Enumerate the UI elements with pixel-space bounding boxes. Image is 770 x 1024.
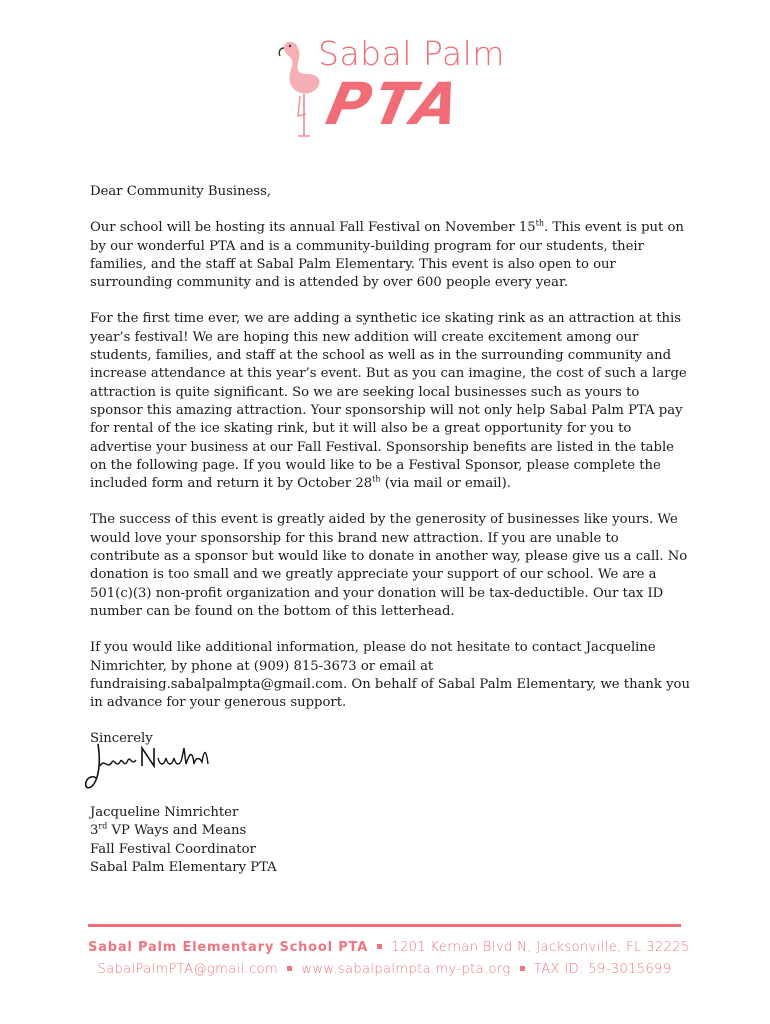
paragraph-2: For the first time ever, we are adding a synthetic ice skating rink as an attraction at this year’s festival! We are hoping this new addition will create excitement among our students, families, and staff at the school as well as in the surrounding community and increase attendance at this year’s event. But as you can imagine, the cost of such a large attraction is quite significant. So we are seeking local businesses such as yours to sponsor this amazing attraction. Your sponsorship will not only help Sabal Palm PTA pay for rental of the ice skating rink, but it will also be a great opportunity for you to advertise your business at our Fall Festival. Sponsorship benefits are listed in the table on the following page. If you would like to be a Festival Sponsor, please complete the included form and return it by October 28th (via mail or email). — [90, 311, 687, 492]
signoff: Sincerely — [90, 731, 153, 747]
logo-title: Sabal Palm — [318, 34, 505, 73]
footer-email: SabalPalmPTA@gmail.com — [97, 962, 279, 977]
footer-address: 1201 Kernan Blvd N, Jacksonville, FL 32225 — [391, 940, 690, 955]
pta-logo — [276, 34, 506, 146]
bullet-icon — [287, 966, 292, 971]
signature-image — [82, 736, 222, 798]
signer-role: Fall Festival Coordinator — [90, 841, 256, 857]
footer-org: Sabal Palm Elementary School PTA — [88, 940, 369, 955]
footer-divider — [88, 924, 681, 927]
salutation: Dear Community Business, — [90, 184, 272, 199]
letter-body — [90, 183, 690, 749]
signer-org: Sabal Palm Elementary PTA — [90, 859, 277, 875]
footer-tax-id: TAX ID: 59-3015699 — [533, 962, 672, 977]
logo-subtitle: PTA — [320, 70, 470, 138]
signer-title: 3rd VP Ways and Means — [90, 821, 247, 839]
footer-website: www.sabalpalmpta.my-pta.org — [301, 962, 511, 977]
signer-name: Jacqueline Nimrichter — [90, 805, 239, 820]
bullet-icon — [377, 944, 382, 949]
paragraph-1: Our school will be hosting its annual Fall Festival on November 15th. This event is put on by our wonderful PTA and is a community-building program for our students, their families, and the staff at Sabal Palm Elementary. This event is also open to our surrounding community and is attended by over 600 people every year. — [90, 218, 684, 291]
signature-block — [90, 804, 277, 877]
paragraph-4: If you would like additional information, please do not hesitate to contact Jacqueline Nimrichter, by phone at (909) 815-3673 or email at fundraising.sabalpalmpta@gmail.com. On behalf of Sabal Palm Elementary, we thank you in advance for your generous support. — [90, 640, 690, 711]
letterhead-footer — [88, 937, 690, 981]
paragraph-3: The success of this event is greatly aided by the generosity of businesses like yours. We would love your sponsorship for this brand new attraction. If you are unable to contribute as a sponsor but would like to donate in another way, please give us a call. No donation is too small and we greatly appreciate your support of our school. We are a 501(c)(3) non-profit organization and your donation will be tax-deductible. Our tax ID number can be found on the bottom of this letterhead. — [90, 512, 688, 619]
bullet-icon — [520, 966, 525, 971]
